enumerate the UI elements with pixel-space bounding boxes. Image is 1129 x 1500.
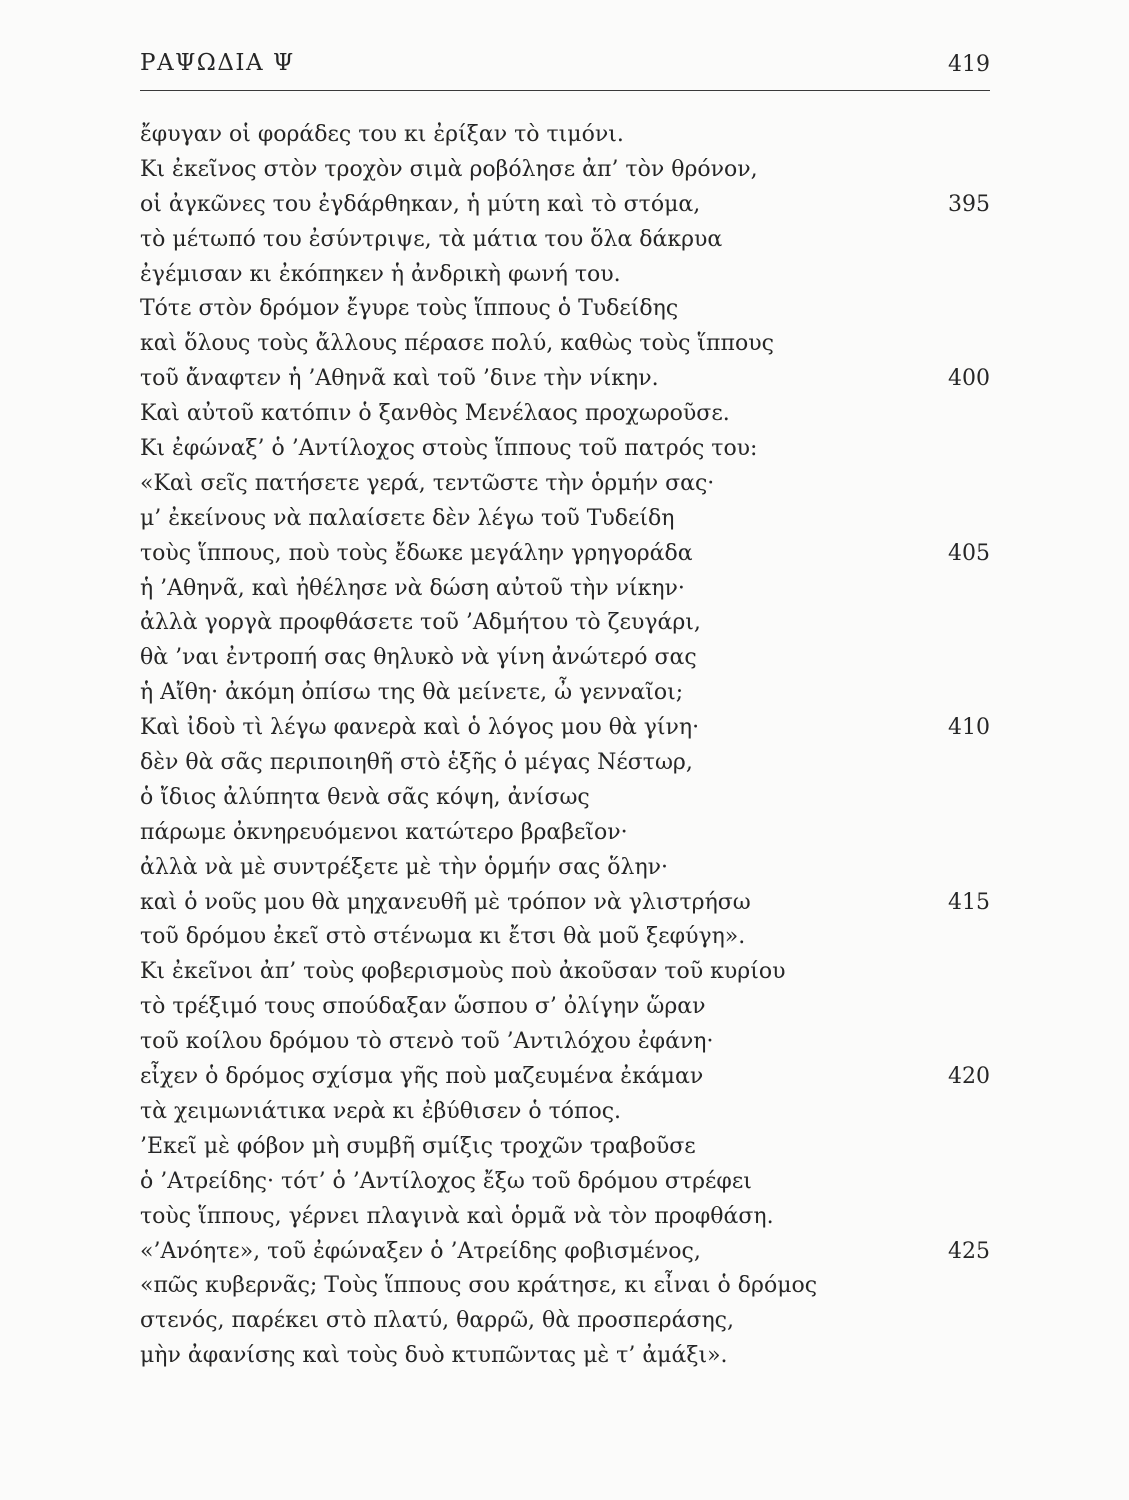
verse-text: μὴν ἀφανίσης καὶ τοὺς δυὸ κτυπῶντας μὲ τ’ ἀμάξι». — [140, 1343, 728, 1369]
verse-text: καὶ ὁ νοῦς μου θὰ μηχανευθῆ μὲ τρόπον νὰ γλιστρήσω — [140, 889, 751, 915]
verse-line — [140, 1165, 990, 1200]
verse-line — [140, 711, 990, 746]
verse-text: καὶ ὅλους τοὺς ἄλλους πέρασε πολύ, καθὼς τοὺς ἵππους — [140, 331, 774, 357]
verse-line — [140, 1025, 990, 1060]
verse-text: τὰ χειμωνιάτικα νερὰ κι ἐβύθισεν ὁ τόπος. — [140, 1098, 622, 1124]
verse-line — [140, 1095, 990, 1130]
verse-text: Κι ἐκεῖνοι ἀπ’ τοὺς φοβερισμοὺς ποὺ ἀκοῦσαν τοῦ κυρίου — [140, 959, 786, 985]
line-number: 420 — [948, 1064, 990, 1090]
verse-line — [140, 502, 990, 537]
verse-line — [140, 397, 990, 432]
line-number: 415 — [948, 889, 990, 915]
verse-line — [140, 641, 990, 676]
line-number: 425 — [948, 1238, 990, 1264]
verse-block — [140, 118, 990, 1374]
verse-line — [140, 362, 990, 397]
header-rule — [140, 90, 990, 91]
verse-line — [140, 1304, 990, 1339]
verse-text: ἀλλὰ γοργὰ προφθάσετε τοῦ ’Αδμήτου τὸ ζευγάρι, — [140, 610, 701, 636]
verse-text: Κι ἐφώναξ’ ὁ ’Αντίλοχος στοὺς ἵππους τοῦ πατρός του: — [140, 436, 758, 462]
verse-text: «πῶς κυβερνᾶς; Τοὺς ἵππους σου κράτησε, κι εἶναι ὁ δρόμος — [140, 1273, 818, 1299]
verse-text: δὲν θὰ σᾶς περιποιηθῆ στὸ ἑξῆς ὁ μέγας Νέστωρ, — [140, 750, 693, 776]
line-number: 410 — [948, 715, 990, 741]
page-number: 419 — [948, 52, 990, 77]
line-number: 405 — [948, 540, 990, 566]
verse-line — [140, 292, 990, 327]
line-number: 400 — [948, 366, 990, 392]
verse-line — [140, 606, 990, 641]
verse-text: ὁ ’Ατρείδης· τότ’ ὁ ’Αντίλοχος ἔξω τοῦ δρόμου στρέφει — [140, 1168, 752, 1194]
verse-line — [140, 153, 990, 188]
verse-text: Κι ἐκεῖνος στὸν τροχὸν σιμὰ ροβόλησε ἀπ’ τὸν θρόνον, — [140, 156, 758, 182]
verse-text: ἐγέμισαν κι ἐκόπηκεν ἡ ἀνδρικὴ φωνή του. — [140, 261, 621, 287]
verse-text: ἡ ’Αθηνᾶ, καὶ ἠθέλησε νὰ δώση αὐτοῦ τὴν νίκην· — [140, 575, 685, 601]
verse-line — [140, 118, 990, 153]
verse-line — [140, 851, 990, 886]
verse-line — [140, 572, 990, 607]
verse-text: ἡ Αἴθη· ἀκόμη ὀπίσω της θὰ μείνετε, ὦ γενναῖοι; — [140, 680, 684, 706]
verse-line — [140, 327, 990, 362]
verse-line — [140, 223, 990, 258]
verse-line — [140, 188, 990, 223]
verse-line — [140, 1130, 990, 1165]
verse-text: τὸ μέτωπό του ἐσύντριψε, τὰ μάτια του ὅλα δάκρυα — [140, 226, 723, 252]
verse-line — [140, 990, 990, 1025]
chapter-title: ΡΑΨΩΔΙΑ Ψ — [140, 50, 295, 76]
verse-text: Καὶ ἰδοὺ τὶ λέγω φανερὰ καὶ ὁ λόγος μου θὰ γίνη· — [140, 715, 700, 741]
verse-line — [140, 467, 990, 502]
running-head — [140, 50, 990, 86]
verse-line — [140, 1339, 990, 1374]
verse-line — [140, 781, 990, 816]
verse-text: τοὺς ἵππους, ποὺ τοὺς ἔδωκε μεγάλην γρηγοράδα — [140, 540, 693, 566]
verse-line — [140, 1200, 990, 1235]
verse-line — [140, 955, 990, 990]
verse-text: θὰ ’ναι ἐντροπή σας θηλυκὸ νὰ γίνη ἀνώτερό σας — [140, 645, 697, 671]
verse-line — [140, 920, 990, 955]
verse-text: τοῦ ἄναφτεν ἡ ’Αθηνᾶ καὶ τοῦ ’δινε τὴν νίκην. — [140, 366, 659, 392]
verse-text: εἶχεν ὁ δρόμος σχίσμα γῆς ποὺ μαζευμένα ἐκάμαν — [140, 1064, 704, 1090]
verse-line — [140, 1060, 990, 1095]
verse-text: ἔφυγαν οἱ φοράδες του κι ἐρίξαν τὸ τιμόνι. — [140, 122, 624, 147]
verse-text: οἱ ἀγκῶνες του ἐγδάρθηκαν, ἡ μύτη καὶ τὸ στόμα, — [140, 191, 701, 217]
verse-text: πάρωμε ὀκνηρευόμενοι κατώτερο βραβεῖον· — [140, 819, 628, 845]
verse-text: μ’ ἐκείνους νὰ παλαίσετε δὲν λέγω τοῦ Τυδείδη — [140, 505, 675, 531]
line-number: 395 — [948, 191, 990, 217]
verse-text: τοῦ κοίλου δρόμου τὸ στενὸ τοῦ ’Αντιλόχου ἐφάνη· — [140, 1029, 714, 1055]
verse-text: στενός, παρέκει στὸ πλατύ, θαρρῶ, θὰ προσπεράσης, — [140, 1308, 734, 1334]
verse-text: ’Εκεῖ μὲ φόβον μὴ συμβῆ σμίξις τροχῶν τραβοῦσε — [140, 1133, 696, 1159]
verse-text: Τότε στὸν δρόμον ἔγυρε τοὺς ἵππους ὁ Τυδείδης — [140, 296, 679, 322]
verse-text: ὁ ἴδιος ἀλύπητα θενὰ σᾶς κόψη, ἀνίσως — [140, 784, 590, 810]
verse-line — [140, 258, 990, 293]
verse-line — [140, 1269, 990, 1304]
verse-text: ἀλλὰ νὰ μὲ συντρέξετε μὲ τὴν ὁρμήν σας ὅλην· — [140, 854, 669, 880]
verse-line — [140, 886, 990, 921]
verse-text: «’Ανόητε», τοῦ ἐφώναξεν ὁ ’Ατρείδης φοβισμένος, — [140, 1238, 701, 1264]
verse-text: Καὶ αὐτοῦ κατόπιν ὁ ξανθὸς Μενέλαος προχωροῦσε. — [140, 401, 730, 427]
verse-line — [140, 816, 990, 851]
verse-line — [140, 676, 990, 711]
verse-line — [140, 1235, 990, 1270]
verse-text: τοὺς ἵππους, γέρνει πλαγινὰ καὶ ὁρμᾶ νὰ τὸν προφθάση. — [140, 1203, 774, 1229]
verse-line — [140, 746, 990, 781]
verse-text: τοῦ δρόμου ἐκεῖ στὸ στένωμα κι ἔτσι θὰ μοῦ ξεφύγη». — [140, 924, 746, 950]
verse-line — [140, 432, 990, 467]
verse-text: τὸ τρέξιμό τους σπούδαξαν ὥσπου σ’ ὀλίγην ὥραν — [140, 994, 706, 1020]
verse-line — [140, 537, 990, 572]
verse-text: «Καὶ σεῖς πατήσετε γερά, τεντῶστε τὴν ὁρμήν σας· — [140, 470, 715, 496]
